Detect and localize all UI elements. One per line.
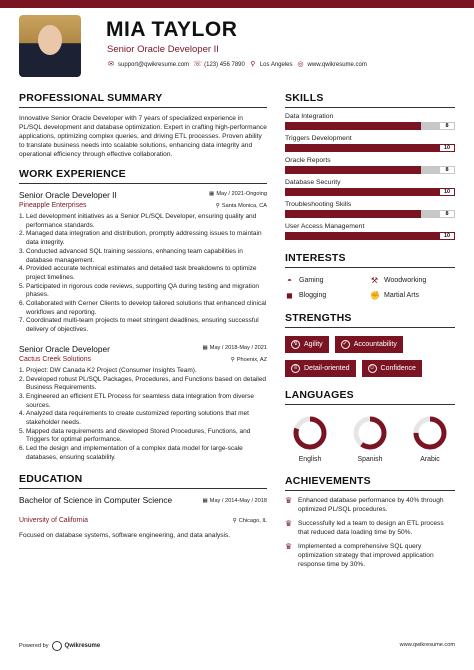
degree-title: Bachelor of Science in Computer Science: [19, 494, 173, 505]
job-entry: [19, 344, 267, 463]
job-entry: [19, 190, 267, 335]
contact-email[interactable]: ✉ support@qwikresume.com: [108, 61, 190, 68]
job-location: ⚲ Phoenix, AZ: [230, 356, 267, 363]
skill-item: [285, 222, 455, 240]
calendar-icon: ▦: [202, 497, 208, 504]
contact-website[interactable]: ◎ www.qwikresume.com: [297, 61, 367, 68]
experience-heading: WORK EXPERIENCE: [19, 168, 267, 184]
skills-list: [285, 112, 455, 240]
list-item: 1. Project: DW Canada K2 Project (Consumer Insights Team).: [19, 366, 197, 374]
qwikresume-logo-icon: [52, 641, 62, 651]
gamepad-icon: ◓: [287, 276, 292, 285]
calendar-icon: ▦: [202, 344, 208, 351]
location-pin-icon: ⚲: [230, 356, 235, 363]
skill-level-value: 8: [440, 123, 454, 129]
list-item: 2. Managed data integration and distribution, promptly addressing issues to maintain data integrity.: [19, 230, 262, 247]
education-heading: EDUCATION: [19, 473, 267, 489]
job-date: ▦ May / 2021-Ongoing: [209, 191, 267, 197]
thumbs-up-icon: ☺: [368, 365, 376, 371]
skill-name: Troubleshooting Skills: [285, 201, 352, 208]
language-name: English: [298, 456, 322, 463]
achievement-item: ♛ Implemented a comprehensive SQL query optimization strategy that improved application response time by 30%.: [285, 542, 434, 568]
strengths-list: [285, 336, 455, 377]
profile-photo: [19, 15, 81, 77]
skill-name: Database Security: [285, 179, 341, 186]
strengths-heading: STRENGTHS: [285, 312, 455, 328]
education-entry: [19, 495, 267, 540]
list-item: 1. Led development initiatives as a Senior PL/SQL Developer, ensuring quality and performance standards.: [19, 213, 257, 229]
top-accent-bar: [0, 0, 474, 8]
skill-level-fill: [285, 210, 421, 218]
footer: [19, 639, 455, 651]
list-item: 3. Conducted advanced SQL training sessions, enhancing team capabilities in database management.: [19, 247, 243, 264]
strength-tag: ≡ Detail-oriented: [285, 360, 356, 377]
list-item: 6. Collaborated with Cerner Clients to develop tailored solutions that enhanced clinical workflows and reporting.: [19, 300, 267, 316]
skill-level-bar: [285, 144, 455, 152]
candidate-name: MIA TAYLOR: [106, 18, 238, 41]
contact-location: ⚲ Los Angeles: [250, 61, 293, 68]
calendar-icon: ▦: [209, 191, 215, 197]
skill-name: User Access Management: [285, 223, 365, 230]
achievements-heading: ACHIEVEMENTS: [285, 475, 455, 491]
powered-by: Powered by Qwikresume: [19, 643, 101, 649]
location-pin-icon: ⚲: [232, 517, 237, 524]
hammer-icon: ⚒: [370, 276, 379, 285]
strength-tag: ↯ Agility: [285, 336, 329, 353]
check-icon: ✓: [342, 341, 348, 347]
languages-heading: LANGUAGES: [285, 389, 455, 405]
achievements-list: [285, 496, 455, 569]
right-column: [285, 92, 455, 569]
skills-heading: SKILLS: [285, 92, 455, 108]
strength-tag: ✓ Accountability: [335, 336, 403, 353]
job-bullets: [19, 213, 267, 335]
skill-level-value: 10: [440, 145, 454, 151]
language-name: Spanish: [357, 456, 383, 463]
job-bullets: [19, 367, 267, 463]
language-item: [287, 415, 333, 463]
skill-level-fill: [285, 166, 421, 174]
interest-item: ◼ Blogging: [286, 291, 327, 300]
contact-phone[interactable]: ☏ (123) 456 7890: [193, 61, 245, 68]
skill-level-fill: [285, 188, 455, 196]
interests-list: [285, 276, 455, 300]
email-icon: ✉: [108, 61, 114, 68]
achievement-item: ♛ Successfully led a team to design an ETL process that reduced data loading time by 50%.: [285, 519, 444, 536]
list-item: 6. Led the design and implementation of a complex data model for large-scale databases, ensuring scalability.: [19, 445, 243, 461]
brand-link[interactable]: Qwikresume: [64, 643, 101, 649]
job-company: Pineapple Enterprises: [19, 202, 87, 209]
strength-tag: ☺ Confidence: [362, 360, 422, 377]
list-item: 3. Engineered an efficient ETL Process for seamless data integration from diverse sources.: [19, 392, 254, 409]
job-location: ⚲ Santa Monica, CA: [215, 203, 267, 209]
interest-item: ◓ Gaming: [285, 276, 370, 285]
interests-heading: INTERESTS: [285, 252, 455, 268]
location-pin-icon: ⚲: [215, 203, 220, 209]
skill-name: Oracle Reports: [285, 157, 331, 164]
summary-text: Innovative Senior Oracle Developer with 7 years of specialized experience in PL/SQL development and database optimization. Expert in crafting high-performance applications, optimizing complex queries, and driving ETL processes. Proven ability to translate business needs into scalable solutions, enhancing data integrity and operational efficiency through effective collaboration.: [19, 115, 267, 158]
skill-level-bar: [285, 122, 455, 130]
left-column: [19, 92, 267, 540]
language-level-ring: [352, 415, 388, 451]
skill-level-fill: [285, 122, 421, 130]
education-date: ▦ May / 2014-May / 2018: [202, 497, 267, 504]
list-item: 4. Provided accurate technical estimates and detailed task breakdowns to optimize project timelines.: [19, 265, 257, 281]
skill-level-bar: [285, 232, 455, 240]
skill-level-fill: [285, 144, 455, 152]
skill-level-bar: [285, 210, 455, 218]
language-item: [407, 415, 453, 463]
location-pin-icon: ⚲: [250, 61, 256, 68]
interest-item: ⚒ Woodworking: [370, 276, 427, 285]
language-name: Arabic: [420, 456, 440, 463]
skill-item: [285, 156, 455, 174]
list-item: 7. Coordinated multi-team projects to meet stringent deadlines, ensuring successful delivery of objectives.: [19, 317, 259, 334]
trophy-icon: ♛: [285, 496, 293, 505]
skill-level-value: 10: [440, 233, 454, 239]
skill-level-bar: [285, 166, 455, 174]
skill-name: Triggers Development: [285, 135, 352, 142]
phone-icon: ☏: [193, 61, 202, 68]
language-item: [347, 415, 393, 463]
languages-list: [285, 415, 455, 463]
candidate-role: Senior Oracle Developer II: [107, 44, 219, 55]
skill-level-value: 8: [440, 167, 454, 173]
list-item: 5. Participated in rigorous code reviews, supporting QA during testing and migration phases.: [19, 282, 260, 299]
education-text: Focused on database systems, software engineering, and data analysis.: [19, 531, 231, 539]
interest-item: ✊ Martial Arts: [370, 291, 420, 300]
language-level-ring: [292, 415, 328, 451]
list-icon: ≡: [291, 364, 300, 373]
job-title: Senior Oracle Developer II: [19, 190, 117, 200]
skill-item: [285, 112, 455, 130]
school-name: University of California: [19, 516, 88, 524]
footer-website[interactable]: www.qwikresume.com: [399, 642, 455, 648]
globe-icon: ◎: [297, 61, 304, 68]
bolt-icon: ↯: [292, 341, 299, 347]
job-date: ▦ May / 2018-May / 2021: [202, 344, 267, 351]
list-item: 4. Analyzed data requirements to create customized reporting solutions that met stakeholder needs.: [19, 410, 249, 427]
skill-level-value: 10: [440, 189, 454, 195]
summary-heading: PROFESSIONAL SUMMARY: [19, 92, 267, 108]
school-location: ⚲ Chicago, IL: [232, 517, 267, 524]
list-item: 5. Mapped data requirements and developed Stored Procedures, Functions, and Triggers for optimal performance.: [19, 427, 251, 444]
skill-item: [285, 200, 455, 218]
achievement-item: ♛ Enhanced database performance by 40% through optimized PL/SQL procedures.: [285, 496, 444, 513]
skill-level-fill: [285, 232, 455, 240]
job-title: Senior Oracle Developer: [19, 343, 110, 354]
skill-name: Data Integration: [285, 113, 334, 120]
skill-level-value: 8: [440, 211, 454, 217]
language-level-ring: [412, 415, 448, 451]
chat-icon: ◼: [286, 291, 293, 300]
skill-item: [285, 134, 455, 152]
contact-row: [107, 61, 367, 69]
trophy-icon: ♛: [285, 542, 293, 551]
skill-item: [285, 178, 455, 196]
list-item: 2. Developed robust PL/SQL Packages, Procedures, and Functions based on detailed Business Requirements.: [19, 375, 267, 392]
skill-level-bar: [285, 188, 455, 196]
resume-header: [19, 15, 464, 85]
fist-icon: ✊: [370, 291, 380, 300]
trophy-icon: ♛: [285, 519, 293, 528]
job-company: Cactus Creek Solutions: [19, 355, 92, 363]
